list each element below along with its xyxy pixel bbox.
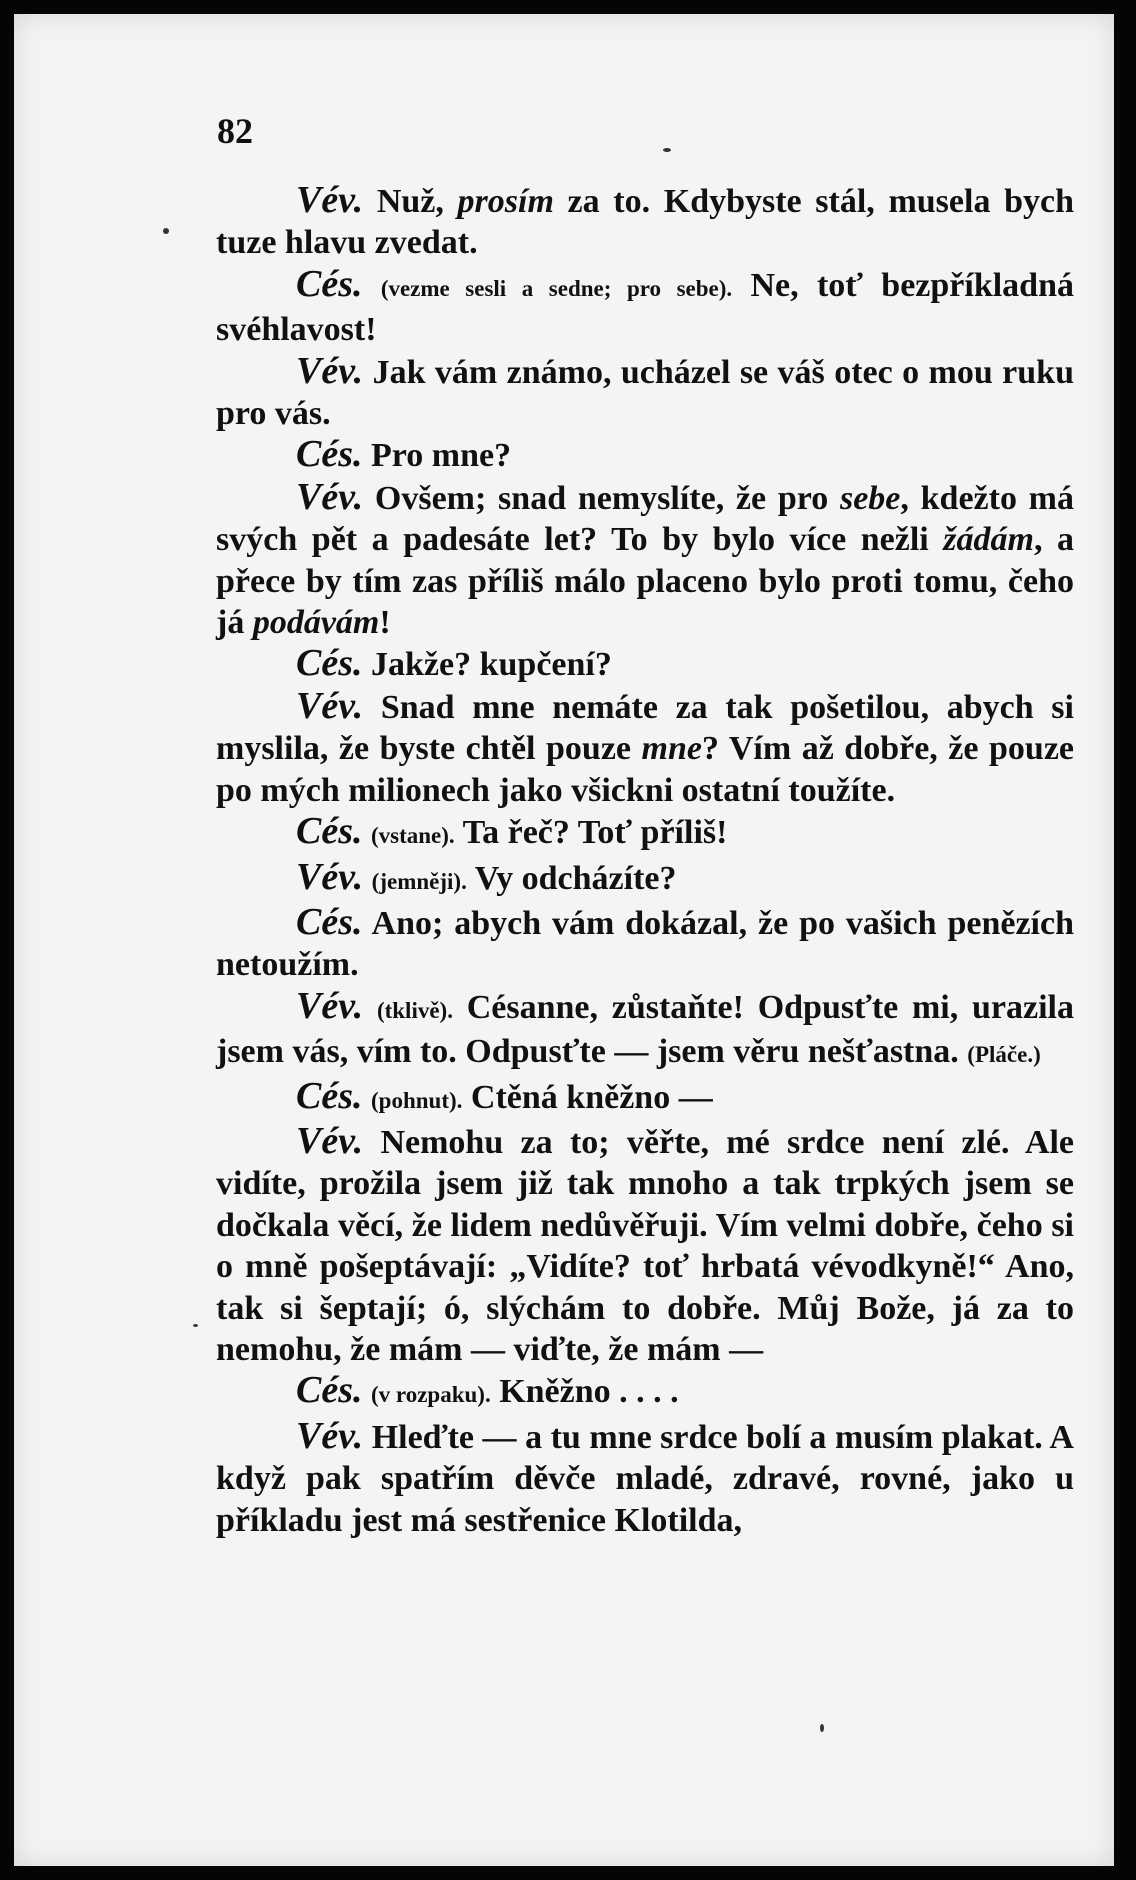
speech: Snad mne nemáte za tak pošetilou, abych si myslila, že byste chtěl pouze <box>216 688 1074 768</box>
speech: Nemohu za to; věřte, mé srdce není zlé. Ale vidíte, prožila jsem již tak mnoho a tak trpkých jsem se dočkala věcí, že lidem nedůvěřuji. Vím velmi dobře, čeho si o mně pošeptávají: „Vidíte? toť hrbatá vévodkyně!“ Ano, tak si šeptají; ó, slýchám to dobře. Můj Bože, já za to nemohu, že mám — viďte, že mám — <box>216 1123 1074 1368</box>
speaker-name: Cés. <box>296 262 363 305</box>
dialogue-line <box>216 1121 1074 1370</box>
stage-direction: (v rozpaku). <box>371 1382 491 1408</box>
speech: Pro mne? <box>362 437 512 475</box>
stage-direction: (tklivě). <box>376 997 453 1023</box>
dialogue-line <box>216 1416 1074 1541</box>
speech: Nuž, <box>363 183 458 220</box>
speech: Jakže? kupčení? <box>362 646 612 684</box>
dialogue-line <box>216 434 1074 476</box>
dialogue-line <box>216 180 1074 264</box>
speech: Ovšem; snad nemyslíte, že pro <box>363 479 840 517</box>
speech: , kdežto má svých pět a padesáte let? To by bylo více nežli <box>216 479 1074 559</box>
speech: Ne, toť bezpříkladná svéhlavost! <box>216 266 1074 349</box>
speech: Kněžno . . . . <box>490 1373 679 1411</box>
speech: Ano; abych vám dokázal, že po vašich penězích netoužím. <box>216 904 1074 984</box>
stage-direction: (vstane). <box>371 823 455 849</box>
dialogue-line <box>216 857 1074 902</box>
stage-direction: (jemněji). <box>371 868 467 894</box>
speech: Ta řeč? Toť příliš! <box>454 814 728 852</box>
emphasis: žádám <box>943 521 1034 559</box>
speaker-name: Vév. <box>296 1119 364 1162</box>
dialogue-line <box>216 477 1074 644</box>
speaker-name: Vév. <box>296 349 364 392</box>
stage-direction: (pohnut). <box>371 1087 463 1113</box>
speech: ! <box>379 604 391 642</box>
page-number: 82 <box>217 111 253 151</box>
emphasis: sebe <box>839 479 901 517</box>
print-speck <box>193 1324 198 1327</box>
dialogue-line <box>216 1370 1074 1415</box>
speaker-name: Vév. <box>296 1414 364 1457</box>
dialogue-line <box>216 643 1074 685</box>
page-text <box>216 180 1074 1541</box>
dialogue-line <box>216 264 1074 351</box>
print-speck <box>820 1724 824 1732</box>
dialogue-line <box>216 351 1074 435</box>
speaker-name: Cés. <box>296 900 363 943</box>
speech: Hleďte — a tu mne srdce bolí a musím plakat. A když pak spatřím děvče mladé, zdravé, rovné, jako u příkladu jest má sestřenice Klotilda, <box>216 1418 1074 1539</box>
speaker-name: Cés. <box>296 1074 363 1117</box>
speech: Césanne, zůstaňte! Odpusťte mi, urazila jsem vás, vím to. Odpusťte — jsem věru nešťastna. <box>216 988 1074 1071</box>
speaker-name: Vév. <box>296 684 364 727</box>
speech: Ctěná kněžno — <box>462 1078 713 1116</box>
dialogue-line <box>216 1076 1074 1121</box>
speaker-name: Vév. <box>296 855 364 898</box>
emphasis: podávám <box>252 604 380 642</box>
dialogue-line <box>216 902 1074 986</box>
speech: za to. Kdybyste stál, musela bych tuze hlavu zvedat. <box>216 183 1075 262</box>
speaker-name: Cés. <box>296 810 363 853</box>
speech: Vy odcházíte? <box>466 859 677 897</box>
speech: ? Vím až dobře, že pouze po mých milionech jako všickni ostatní toužíte. <box>216 730 1074 809</box>
print-speck <box>663 148 671 152</box>
speaker-name: Cés. <box>296 642 363 685</box>
speaker-name: Vév. <box>296 475 364 518</box>
speaker-name: Vév. <box>296 984 364 1027</box>
stage-direction: (vezme sesli a sedne; pro sebe). <box>380 275 733 301</box>
speech: Jak vám známo, ucházel se váš otec o mou ruku pro vás. <box>216 353 1074 433</box>
stage-direction: (Pláče.) <box>967 1042 1041 1068</box>
dialogue-line <box>216 811 1074 856</box>
emphasis: prosím <box>457 183 554 220</box>
dialogue-line <box>216 686 1074 811</box>
speaker-name: Cés. <box>296 1369 363 1412</box>
speaker-name: Vév. <box>296 179 364 221</box>
speech: , a přece by tím zas příliš málo placeno bylo proti tomu, čeho já <box>216 521 1074 642</box>
print-speck <box>163 228 169 234</box>
emphasis: mne <box>641 730 702 768</box>
book-page <box>14 14 1114 1866</box>
speaker-name: Cés. <box>296 433 363 476</box>
dialogue-line <box>216 986 1074 1076</box>
